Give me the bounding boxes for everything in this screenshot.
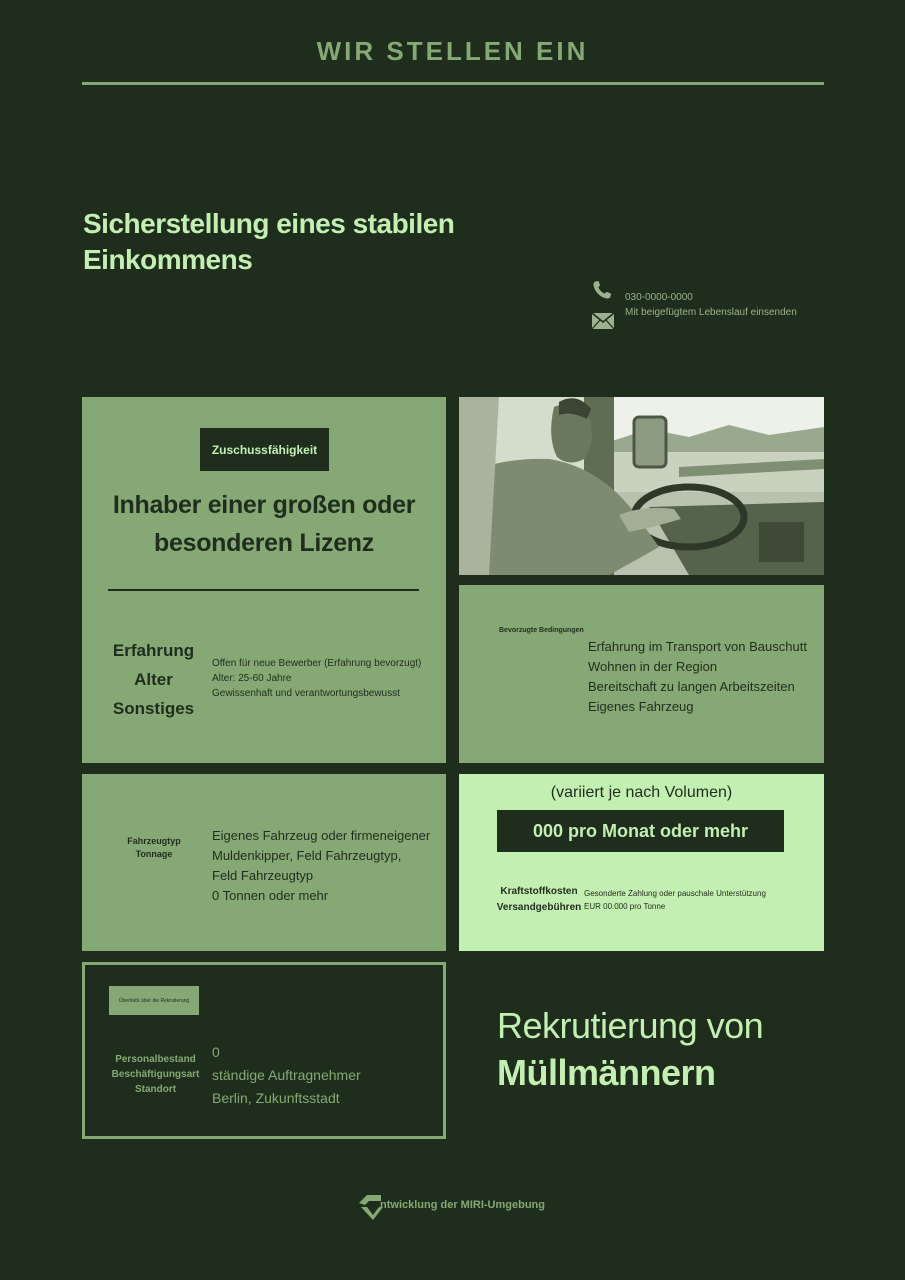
vehicle-value: Muldenkipper, Feld Fahrzeugtyp, (212, 848, 402, 863)
overview-values (212, 1041, 432, 1110)
value-other: Gewissenhaft und verantwortungsbewusst (212, 688, 400, 699)
headline-line-2: Einkommens (83, 244, 253, 275)
qualification-divider (108, 589, 419, 591)
page-header-title: WIR STELLEN EIN (316, 36, 589, 66)
vehicle-value: 0 Tonnen oder mehr (212, 888, 329, 903)
value-shipping-fees: EUR 00.000 pro Tonne (584, 902, 666, 911)
vehicle-value: Feld Fahrzeugtyp (212, 868, 314, 883)
value-age: Alter: 25-60 Jahre (212, 673, 292, 684)
header-divider (82, 82, 824, 85)
recruit-title-line-2: Müllmännern (497, 1052, 716, 1093)
headline-line-1: Sicherstellung eines stabilen (83, 208, 455, 239)
overview-panel (82, 962, 446, 1139)
phone-icon (591, 279, 613, 301)
label-employment-type: Beschäftigungsart (111, 1069, 200, 1080)
qualification-labels (96, 636, 211, 723)
label-fuel-costs: Kraftstoffkosten (500, 886, 578, 897)
preferred-item: Wohnen in der Region (588, 659, 718, 674)
qualification-values (212, 656, 442, 701)
qualification-panel (82, 397, 446, 763)
value-fuel-costs: Gesonderte Zahlung oder pauschale Unterstützung (584, 889, 766, 898)
headline (83, 206, 503, 278)
license-line-1: Inhaber einer großen oder (112, 491, 416, 519)
label-staff: Personalbestand (115, 1054, 196, 1065)
license-line-2: besonderen Lizenz (154, 529, 374, 557)
preferred-conditions-list (588, 637, 818, 717)
preferred-conditions-panel (459, 585, 824, 763)
pay-values (584, 887, 814, 913)
vehicle-value: Eigenes Fahrzeug oder firmeneigener (212, 828, 431, 843)
preferred-item: Bereitschaft zu langen Arbeitszeiten (588, 679, 795, 694)
label-other: Sonstiges (112, 699, 195, 718)
recruit-title-line-1: Rekrutierung von (497, 1005, 764, 1046)
qualification-badge: Zuschussfähigkeit (200, 428, 329, 471)
license-requirement (82, 486, 446, 562)
contact-phone: 030-0000-0000 (625, 292, 693, 303)
value-experience: Offen für neue Bewerber (Erfahrung bevorzugt) (212, 658, 422, 669)
contact-mail-note: Mit beigefügtem Lebenslauf einsenden (625, 307, 797, 318)
overview-labels (103, 1052, 208, 1097)
vehicle-panel (82, 774, 446, 951)
truck-driver-illustration (459, 397, 824, 575)
mail-icon (591, 312, 615, 330)
pay-panel (459, 774, 824, 951)
pay-price: 000 pro Monat oder mehr (497, 810, 784, 852)
label-location: Standort (134, 1084, 177, 1095)
pay-note: (variiert je nach Volumen) (550, 784, 733, 801)
pay-labels (484, 884, 594, 916)
footer-text: ntwicklung der MIRI-Umgebung (380, 1199, 545, 1211)
overview-badge: Überblick über die Rekrutierung (109, 986, 199, 1015)
preferred-item: Erfahrung im Transport von Bauschutt (588, 639, 807, 654)
vehicle-values (212, 826, 442, 906)
preferred-conditions-label: Bevorzugte Bedingungen (499, 627, 584, 634)
preferred-item: Eigenes Fahrzeug (588, 699, 694, 714)
value-location: Berlin, Zukunftsstadt (212, 1090, 340, 1106)
truck-driver-photo (459, 397, 824, 575)
vehicle-label: Fahrzeugtyp Tonnage (127, 836, 181, 859)
label-shipping-fees: Versandgebühren (496, 902, 582, 913)
value-staff: 0 (212, 1044, 220, 1060)
label-experience: Erfahrung (112, 641, 195, 660)
value-employment-type: ständige Auftragnehmer (212, 1067, 361, 1083)
label-age: Alter (134, 670, 173, 689)
